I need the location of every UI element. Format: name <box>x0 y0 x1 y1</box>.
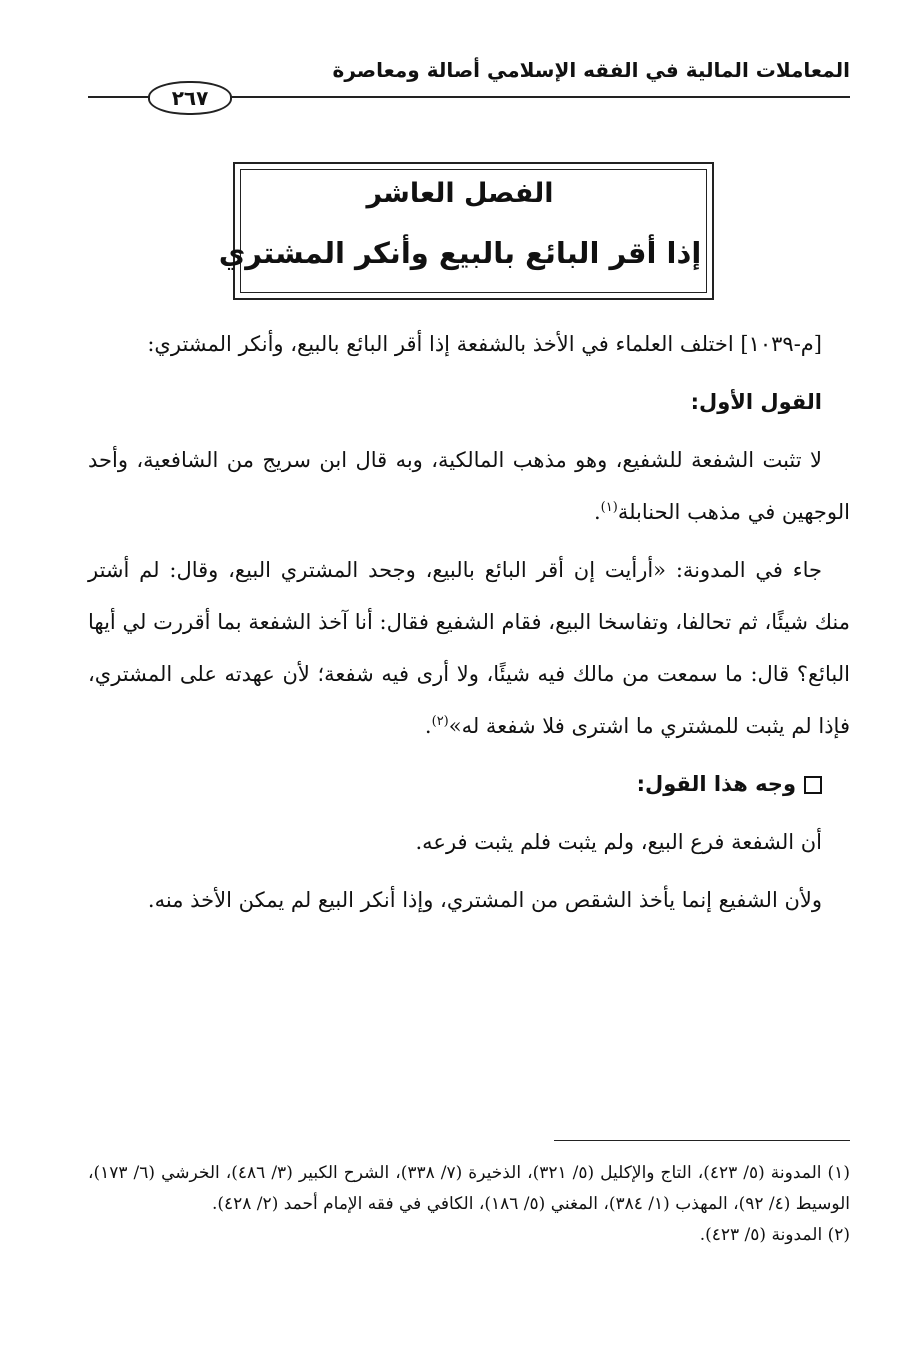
footnote-ref-2: (٢) <box>431 714 449 729</box>
footnotes <box>88 1158 850 1251</box>
page-number: ٢٦٧ <box>148 81 232 115</box>
first-opinion-paragraph <box>88 434 850 538</box>
chapter-title-row <box>0 178 920 209</box>
first-opinion-text: لا تثبت الشفعة للشفيع، وهو مذهب المالكية، وبه قال ابن سريج من الشافعية، وأحد الوجهين في مذهب الحنابلة <box>88 448 850 524</box>
intro-paragraph: [م-١٠٣٩] اختلف العلماء في الأخذ بالشفعة إذا أقر البائع بالبيع، وأنكر المشتري: <box>147 332 822 356</box>
footnote-1: (١) المدونة (٥/ ٤٢٣)، التاج والإكليل (٥/ ٣٢١)، الذخيرة (٧/ ٣٣٨)، الشرح الكبير (٣/ ٤٨٦)، الخرشي (٦/ ١٧٣)، الوسيط (٤/ ٩٢)، المهذب (١/ ٣٨٤)، المغني (٥/ ١٨٦)، الكافي في فقه الإمام أحمد (٢/ ٤٢٨). <box>88 1163 850 1214</box>
chapter-subtitle-row <box>0 236 920 270</box>
footnote-2: (٢) المدونة (٥/ ٤٢٣). <box>699 1225 850 1245</box>
footnote-ref-1: (١) <box>600 500 618 515</box>
quote-paragraph <box>88 544 850 752</box>
chapter-title: الفصل العاشر <box>366 178 554 209</box>
first-opinion-heading: القول الأول: <box>690 390 822 414</box>
quote-text: جاء في المدونة: «أرأيت إن أقر البائع بالبيع، وجحد المشتري البيع، وقال: لم أشتر منك شيئًا، ثم تحالفا، وتفاسخا البيع، فقام الشفيع فقال: أنا آخذ الشفعة بما أقررت لي أيها البائع؟ قال: ما سمعت من مالك فيه شيئًا، ولا أرى فيه شفعة؛ لأن عهدته على المشتري، فإذا لم يثبت للمشتري ما اشترى فلا شفعة له» <box>88 558 850 738</box>
chapter-subtitle: إذا أقر البائع بالبيع وأنكر المشتري <box>218 236 702 270</box>
square-bullet-icon <box>804 776 822 794</box>
quote-period: . <box>424 714 432 738</box>
reason-paragraph-2: ولأن الشفيع إنما يأخذ الشقص من المشتري، وإذا أنكر البيع لم يمكن الأخذ منه. <box>147 888 822 912</box>
first-opinion-period: . <box>593 500 601 524</box>
reason-heading: وجه هذا القول: <box>636 772 796 796</box>
main-text <box>88 318 850 932</box>
running-header-title: المعاملات المالية في الفقه الإسلامي أصالة ومعاصرة <box>332 58 850 82</box>
footnote-separator <box>554 1140 850 1141</box>
reason-paragraph-1: أن الشفعة فرع البيع، ولم يثبت فلم يثبت فرعه. <box>415 830 822 854</box>
reason-heading-row <box>88 758 850 810</box>
